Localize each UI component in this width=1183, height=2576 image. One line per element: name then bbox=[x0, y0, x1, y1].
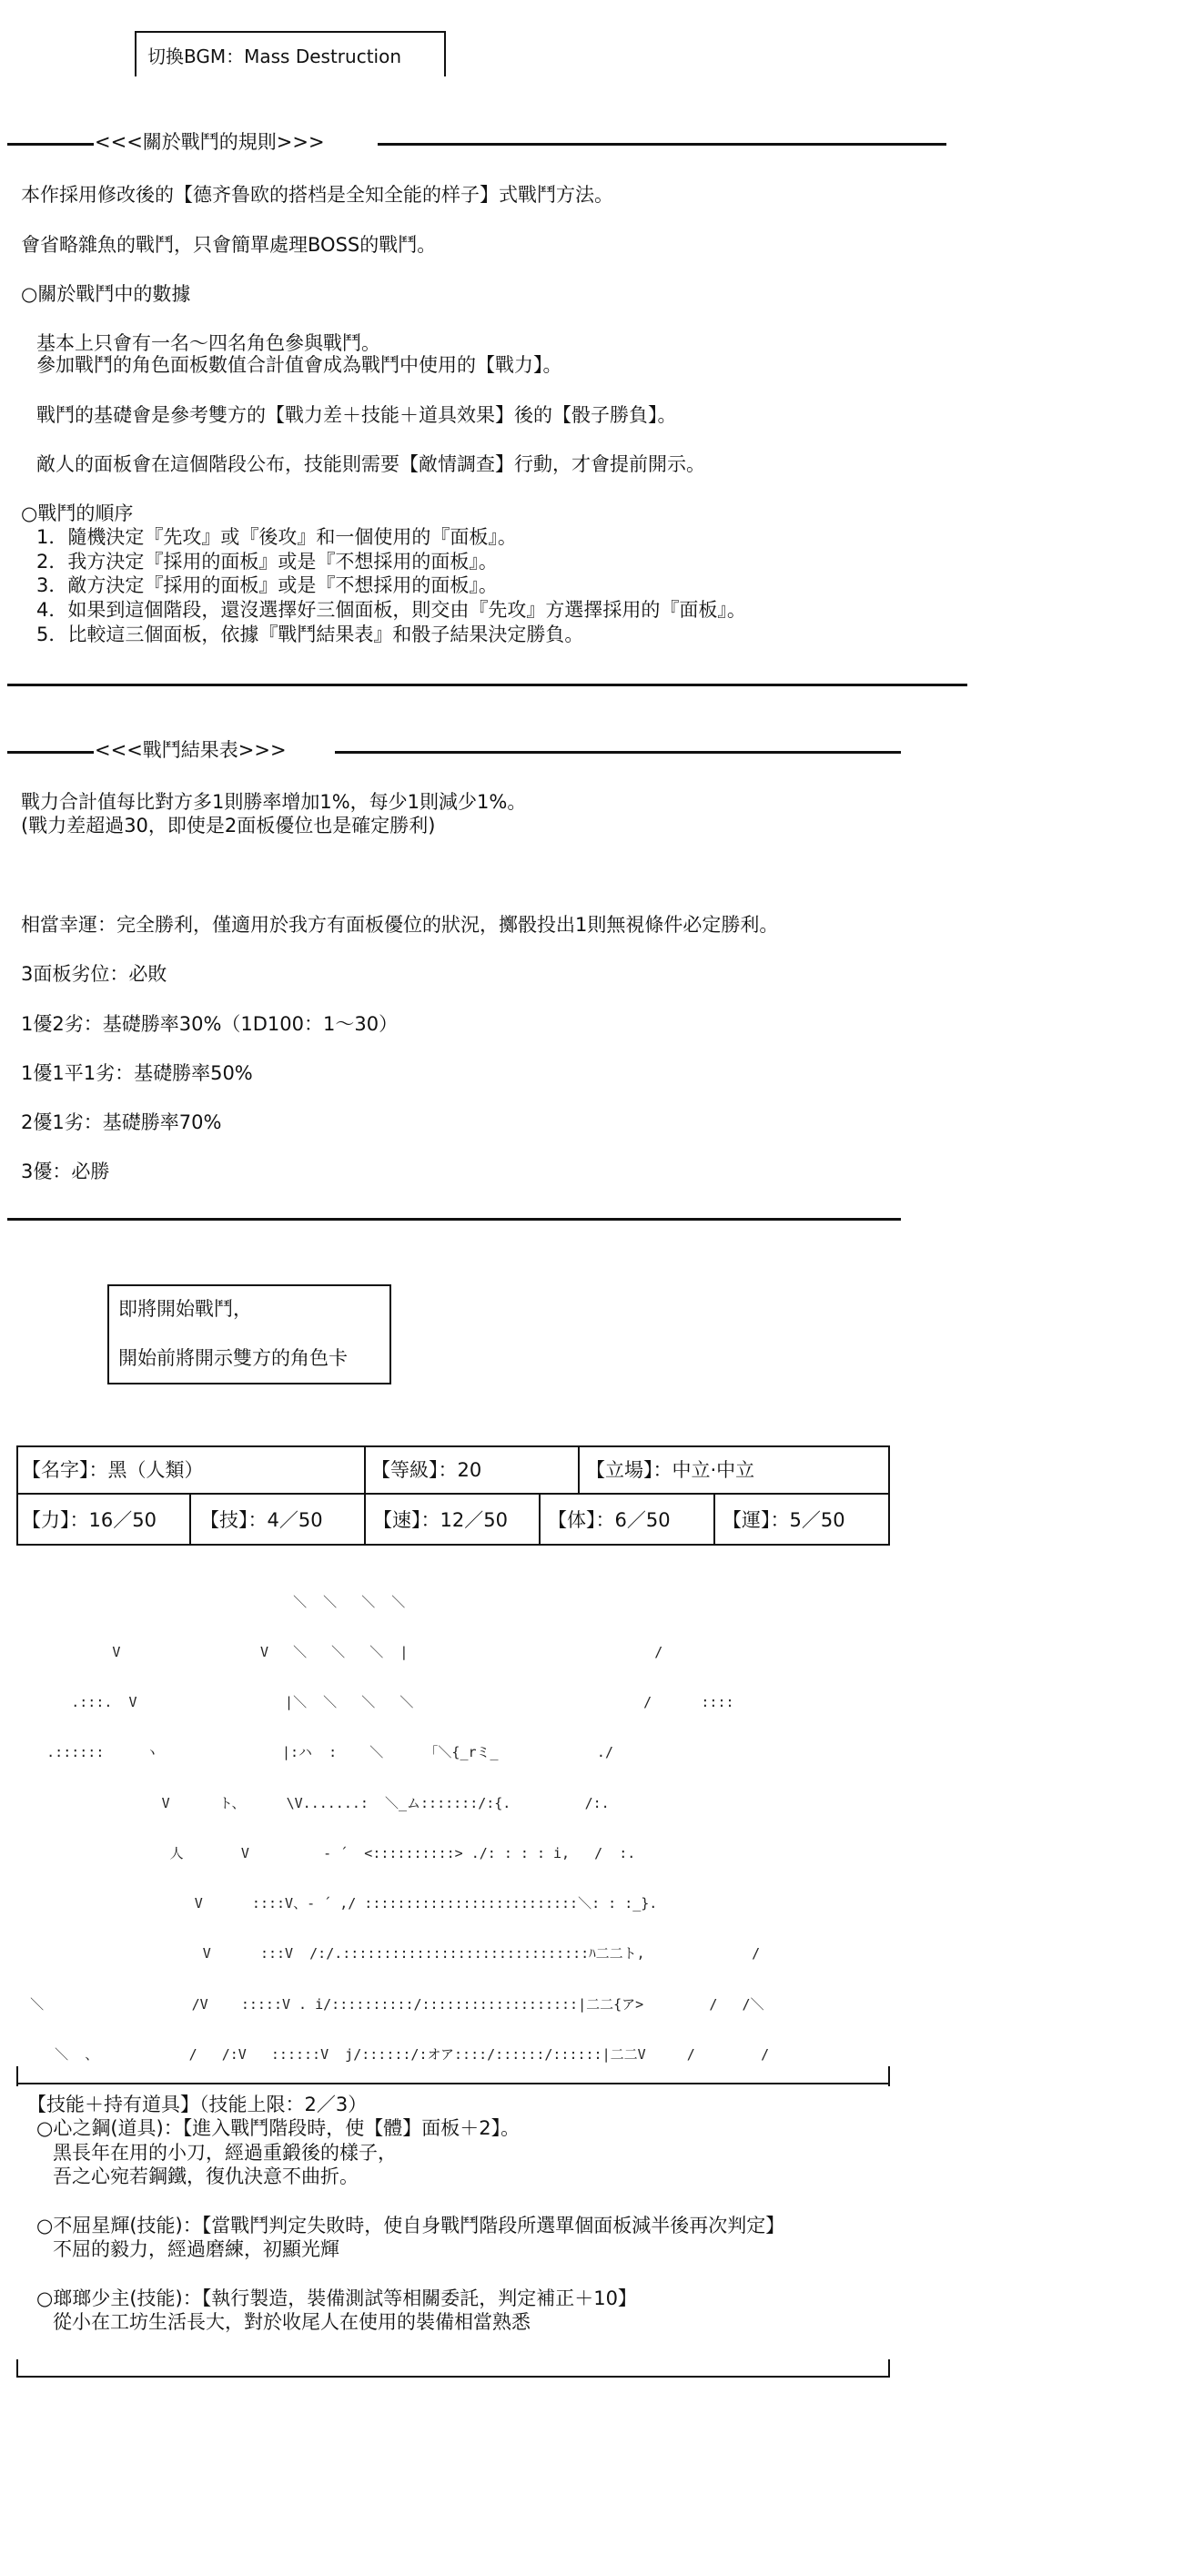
card-stat-body: 【体】：6／50 bbox=[548, 1509, 671, 1531]
card-div-2 bbox=[578, 1445, 580, 1493]
rules-line-1: 本作採用修改後的【德齐鲁欧的搭档是全知全能的样子】式戰鬥方法。 bbox=[21, 184, 613, 206]
results-line-8: 3優：必勝 bbox=[21, 1161, 110, 1182]
rules-line-2: 會省略雜魚的戰鬥，只會簡單處理BOSS的戰鬥。 bbox=[21, 234, 437, 256]
rules-line-7: 敵人的面板會在這個階段公布，技能則需要【敵情調查】行動，才會提前開示。 bbox=[36, 453, 705, 475]
rules-rule-left bbox=[7, 143, 94, 146]
rules-end-rule bbox=[7, 684, 967, 686]
art-line: ＼ /V :::::V . i/::::::::::/:::::::::::::::::::|二二{ア> / /＼ bbox=[5, 1995, 764, 2013]
results-header: <<<戰鬥結果表>>> bbox=[95, 739, 287, 761]
bgm-box-left bbox=[135, 31, 136, 76]
rules-line-4: 基本上只會有一名～四名角色參與戰鬥。 bbox=[36, 332, 380, 354]
art-line: V :::V /:/.::::::::::::::::::::::::::::::ﾊ二二ト, / bbox=[5, 1945, 761, 1962]
notice-box-bottom bbox=[107, 1383, 391, 1384]
skill-item-1: ○心之鋼(道具)：【進入戰鬥階段時，使【體】面板＋2】。 bbox=[36, 2117, 521, 2139]
card-stat-str: 【力】：16／50 bbox=[22, 1509, 157, 1531]
art-line: ＼ 、 / /:V ::::::V j/::::::/:オア::::/::::::/::::::|二二V / / bbox=[5, 2045, 770, 2063]
art-line: ＼ ＼ ＼ ＼ bbox=[5, 1593, 406, 1610]
results-line-1: 戰力合計值每比對方多1則勝率增加1%，每少1則減少1%。 bbox=[21, 791, 527, 813]
character-card bbox=[16, 1445, 890, 1547]
skill-item-1-desc-2: 吾之心宛若鋼鐵，復仇決意不曲折。 bbox=[53, 2165, 359, 2187]
ascii-art-illustration bbox=[5, 1560, 852, 2079]
skills-bottom-left-edge bbox=[16, 2359, 18, 2378]
skill-item-3-desc: 從小在工坊生活長大，對於收尾人在使用的裝備相當熟悉 bbox=[53, 2311, 531, 2333]
art-line: V ::::V、- ´ ,/ ::::::::::::::::::::::::::＼: : :_}. bbox=[5, 1895, 658, 1912]
card-stat-spd: 【速】：12／50 bbox=[373, 1509, 508, 1531]
results-line-5: 1優2劣：基礎勝率30%（1D100：1～30） bbox=[21, 1013, 399, 1035]
rules-line-3: ○關於戰鬥中的數據 bbox=[21, 283, 191, 305]
results-line-2: (戰力差超過30，即使是2面板優位也是確定勝利) bbox=[21, 815, 436, 837]
art-line: 人 V ‐ ´ <::::::::::> ./: : : : i, / :. bbox=[5, 1844, 636, 1861]
card-mid-rule bbox=[16, 1493, 890, 1495]
skill-item-2-desc: 不屈的毅力，經過磨練，初顯光輝 bbox=[53, 2238, 339, 2260]
card-div-1 bbox=[364, 1445, 366, 1493]
rules-line-9: 1．隨機決定『先攻』或『後攻』和一個使用的『面板』。 bbox=[36, 526, 517, 548]
notice-line-1: 即將開始戰鬥， bbox=[118, 1298, 252, 1320]
card-stance: 【立場】：中立·中立 bbox=[586, 1459, 755, 1481]
notice-line-2: 開始前將開示雙方的角色卡 bbox=[118, 1347, 348, 1369]
bgm-box-top bbox=[135, 31, 446, 33]
skill-item-2: ○不屈星輝(技能)：【當戰鬥判定失敗時，使自身戰鬥階段所選單個面板減半後再次判定】 bbox=[36, 2215, 785, 2236]
card-div-5 bbox=[539, 1493, 541, 1546]
rules-line-12: 4．如果到這個階段，還沒選擇好三個面板，則交由『先攻』方選擇採用的『面板』。 bbox=[36, 599, 746, 621]
card-div-4 bbox=[364, 1493, 366, 1546]
notice-box-top bbox=[107, 1284, 391, 1286]
rules-line-13: 5．比較這三個面板，依據『戰鬥結果表』和骰子結果決定勝負。 bbox=[36, 624, 584, 645]
card-stat-luck: 【運】：5／50 bbox=[723, 1509, 845, 1531]
rules-line-11: 3．敵方決定『採用的面板』或是『不想採用的面板』。 bbox=[36, 574, 498, 596]
notice-box-left bbox=[107, 1284, 109, 1384]
art-line: .:::. V |＼ ＼ ＼ ＼ / :::: bbox=[5, 1694, 734, 1711]
card-div-3 bbox=[189, 1493, 191, 1546]
rules-line-8: ○戰鬥的順序 bbox=[21, 502, 134, 524]
bgm-title: 切換BGM：Mass Destruction bbox=[147, 46, 402, 67]
rules-line-5: 參加戰鬥的角色面板數值合計值會成為戰鬥中使用的【戰力】。 bbox=[36, 354, 562, 376]
card-right-edge bbox=[888, 1445, 890, 1546]
art-line: V V ＼ ＼ ＼ | / bbox=[5, 1644, 663, 1661]
rules-rule-right bbox=[378, 143, 946, 146]
rules-line-10: 2．我方決定『採用的面板』或是『不想採用的面板』。 bbox=[36, 551, 498, 573]
card-left-edge bbox=[16, 1445, 18, 1546]
results-line-6: 1優1平1劣：基礎勝率50% bbox=[21, 1062, 253, 1084]
bgm-box-right bbox=[444, 31, 446, 76]
card-name: 【名字】：黑（人類） bbox=[22, 1459, 204, 1481]
results-rule-left bbox=[7, 751, 94, 754]
notice-box-right bbox=[389, 1284, 391, 1384]
results-line-4: 3面板劣位：必敗 bbox=[21, 963, 167, 985]
skills-right-edge bbox=[888, 2066, 890, 2086]
skills-bottom-right-edge bbox=[888, 2359, 890, 2378]
skills-header: 【技能＋持有道具】（技能上限：2／3） bbox=[27, 2094, 368, 2115]
skills-bottom-rule bbox=[16, 2376, 890, 2378]
skills-left-edge bbox=[16, 2066, 18, 2086]
skills-top-rule bbox=[16, 2083, 890, 2084]
card-level: 【等級】：20 bbox=[371, 1459, 482, 1481]
skill-item-3: ○瑯瑯少主(技能)：【執行製造，裝備測試等相關委託，判定補正＋10】 bbox=[36, 2287, 637, 2309]
art-line: .:::::: ヽ |:ハ : ＼ 「＼{_rミ_ ./ bbox=[5, 1744, 613, 1761]
results-rule-right bbox=[335, 751, 901, 754]
rules-line-6: 戰鬥的基礎會是參考雙方的【戰力差＋技能＋道具效果】後的【骰子勝負】。 bbox=[36, 404, 677, 426]
card-div-6 bbox=[713, 1493, 715, 1546]
card-bottom-rule bbox=[16, 1544, 890, 1546]
card-stat-tech: 【技】：4／50 bbox=[200, 1509, 323, 1531]
results-end-rule bbox=[7, 1218, 901, 1221]
skill-item-1-desc-1: 黑長年在用的小刀，經過重鍛後的樣子， bbox=[53, 2142, 397, 2164]
art-line: V ト、 \V.......: ＼_ム:::::::/:{. /:. bbox=[5, 1794, 610, 1811]
card-top-rule bbox=[16, 1445, 890, 1447]
results-line-7: 2優1劣：基礎勝率70% bbox=[21, 1111, 222, 1133]
rules-header: <<<關於戰鬥的規則>>> bbox=[95, 131, 325, 153]
results-line-3: 相當幸運：完全勝利，僅適用於我方有面板優位的狀況，擲骰投出1則無視條件必定勝利。 bbox=[21, 914, 779, 936]
